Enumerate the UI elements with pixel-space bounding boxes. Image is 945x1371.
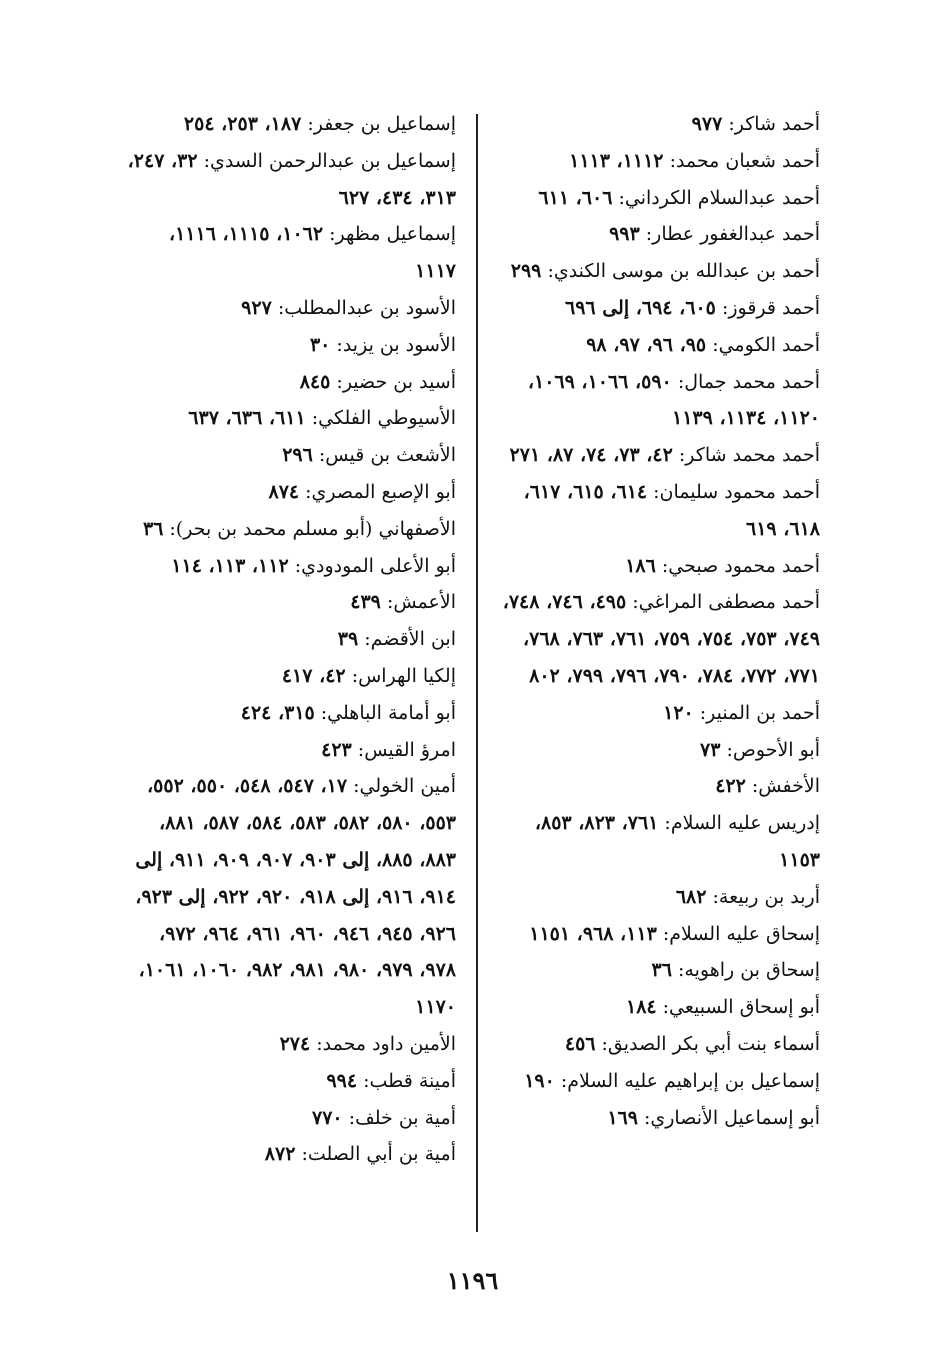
index-entry-pages: ٦٨٢ xyxy=(675,885,707,908)
index-entry xyxy=(124,1063,456,1100)
index-entry xyxy=(496,143,820,180)
index-entry xyxy=(496,290,820,327)
index-entry-pages: ١١٣، ٩٦٨، ١١٥١ xyxy=(529,922,657,945)
index-entry xyxy=(496,253,820,290)
index-entry-name: الأصفهاني (أبو مسلم محمد بن بحر): xyxy=(169,517,456,540)
index-entry-pages: ٤٥٦ xyxy=(564,1032,596,1055)
index-entry-name: أسيد بن حضير: xyxy=(336,370,456,393)
index-entry-name: الأسود بن عبدالمطلب: xyxy=(277,296,456,319)
index-column-right xyxy=(496,106,820,1136)
index-entry-pages: ٤٣٩ xyxy=(350,591,381,614)
index-entry-pages: ٨٧٤ xyxy=(268,480,300,503)
index-entry xyxy=(496,584,820,694)
index-entry-name: أحمد بن عبدالله بن موسى الكندي: xyxy=(547,260,820,283)
index-entry xyxy=(496,1100,820,1137)
index-entry xyxy=(124,437,456,474)
index-entry-pages: ١١١٢، ١١١٣ xyxy=(569,149,664,172)
index-entry xyxy=(124,1136,456,1173)
index-entry xyxy=(124,143,456,217)
index-entry-pages: ٢٩٩ xyxy=(510,260,542,283)
index-entry-pages: ١٢٠ xyxy=(663,701,694,724)
index-column-left xyxy=(124,106,456,1173)
index-entry xyxy=(496,732,820,769)
index-entry-pages: ٩٧٧ xyxy=(691,113,723,135)
index-entry xyxy=(496,364,820,438)
index-entry-name: الأعمش: xyxy=(386,591,456,614)
index-entry-name: أحمد شاكر: xyxy=(728,113,820,135)
index-entry-name: أحمد بن المنير: xyxy=(699,701,820,724)
index-entry-pages: ٨٧٢ xyxy=(264,1143,296,1166)
index-entry xyxy=(496,437,820,474)
index-entry-name: أبو إسحاق السبيعي: xyxy=(662,996,820,1019)
index-entry-pages: ٩٩٤ xyxy=(326,1069,358,1092)
index-entry xyxy=(496,548,820,585)
index-entry-name: إسماعيل مظهر: xyxy=(329,223,456,246)
index-entry xyxy=(124,364,456,401)
page-number: ١١٩٦ xyxy=(446,1266,499,1295)
index-entry-name: أحمد مصطفى المراغي: xyxy=(632,591,820,614)
index-entry xyxy=(496,952,820,989)
index-entry-pages: ١١٢، ١١٣، ١١٤ xyxy=(171,554,289,577)
index-entry-pages: ٧٦١، ٨٢٣، ٨٥٣، ١١٥٣ xyxy=(534,812,820,871)
index-entry xyxy=(496,768,820,805)
index-entry-pages: ٧٣ xyxy=(700,738,721,761)
index-entry-pages: ٣٦ xyxy=(651,959,672,982)
index-entry-name: الأخفش: xyxy=(751,775,820,798)
index-entry xyxy=(496,805,820,879)
index-entry xyxy=(124,695,456,732)
index-entry-pages: ٦٠٥، ٦٩٤، إلى ٦٩٦ xyxy=(564,296,716,319)
index-entry-name: أحمد محمد شاكر: xyxy=(678,444,820,467)
index-entry-name: أحمد الكومي: xyxy=(712,333,820,356)
index-entry xyxy=(496,327,820,364)
index-entry-name: أبو أمامة الباهلي: xyxy=(320,701,456,724)
index-entry-pages: ٣٦ xyxy=(142,517,164,540)
index-entry-name: أحمد قرقوز: xyxy=(721,296,820,319)
index-entry-name: أمين الخولي: xyxy=(353,775,456,798)
index-entry-pages: ٧٧٠ xyxy=(312,1106,343,1129)
index-entry xyxy=(496,916,820,953)
index-entry xyxy=(124,732,456,769)
index-entry-pages: ٣٢، ٢٤٧، ٣١٣، ٤٣٤، ٦٢٧ xyxy=(127,149,456,209)
index-entry-pages: ٩٢٧ xyxy=(241,296,272,319)
index-entry xyxy=(124,658,456,695)
index-entry-pages: ١٧، ٥٤٧، ٥٤٨، ٥٥٠، ٥٥٢، ٥٥٣، ٥٨٠، ٥٨٢، ٥٨٣، ٥٨٤، ٥٨٧، ٨٨١، ٨٨٣، ٨٨٥، إلى ٩٠٣، ٩٠٧، ٩٠٩، ٩١١، إلى ٩١٤، ٩١٦، إلى ٩١٨، ٩٢٠، ٩٢٢، إلى ٩٢٣، ٩٢٦، ٩٤٥، ٩٤٦، ٩٦٠، ٩٦١، ٩٦٤، ٩٧٢، ٩٧٨، ٩٧٩، ٩٨٠، ٩٨١، ٩٨٢، ١٠٦٠، ١٠٦١، ١١٧٠ xyxy=(135,775,456,1019)
index-entry-pages: ٢٩٦ xyxy=(282,444,313,467)
index-entry xyxy=(496,695,820,732)
index-entry-name: الأمين داود محمد: xyxy=(316,1032,456,1055)
index-entry-name: امرؤ القيس: xyxy=(357,738,456,761)
index-entry-name: أمينة قطب: xyxy=(363,1069,456,1092)
index-entry xyxy=(496,1026,820,1063)
index-entry-pages: ٩٩٣ xyxy=(609,223,640,246)
index-entry xyxy=(124,1026,456,1063)
index-entry xyxy=(124,290,456,327)
index-entry-pages: ٣٠ xyxy=(309,333,331,356)
index-entry-name: أحمد شعبان محمد: xyxy=(669,149,820,172)
index-entry-name: أمية بن أبي الصلت: xyxy=(301,1143,456,1166)
index-entry xyxy=(124,511,456,548)
index-entry-name: أمية بن خلف: xyxy=(348,1106,456,1129)
index-entry xyxy=(496,216,820,253)
index-entry-name: أربد بن ربيعة: xyxy=(712,885,820,908)
index-entry-name: أبو الأعلى المودودي: xyxy=(294,554,456,577)
index-entry-name: أحمد محمد جمال: xyxy=(677,370,820,393)
index-entry-pages: ٤٢٢ xyxy=(715,775,746,798)
index-entry-name: إسماعيل بن جعفر: xyxy=(307,113,456,135)
index-entry-pages: ٥٩٠، ١٠٦٦، ١٠٦٩، ١١٢٠، ١١٣٤، ١١٣٩ xyxy=(527,370,820,430)
index-entry-name: الأشعث بن قيس: xyxy=(318,444,456,467)
index-entry xyxy=(496,1063,820,1100)
index-entry xyxy=(496,989,820,1026)
index-entry xyxy=(496,180,820,217)
index-entry-pages: ٢٧٤ xyxy=(279,1032,311,1055)
index-entry-pages: ١٨٦ xyxy=(625,554,656,577)
index-entry xyxy=(496,879,820,916)
index-entry-name: أسماء بنت أبي بكر الصديق: xyxy=(601,1032,820,1055)
index-entry-name: أحمد محمود صبحي: xyxy=(661,554,820,577)
index-entry-pages: ٤٢، ٤١٧ xyxy=(281,664,346,687)
index-entry xyxy=(124,327,456,364)
index-entry-pages: ١٦٩ xyxy=(607,1106,638,1129)
index-entry-pages: ١٨٧، ٢٥٣، ٢٥٤ xyxy=(183,113,302,135)
index-entry-name: الأسود بن يزيد: xyxy=(336,333,456,356)
index-entry xyxy=(124,106,456,143)
index-entry-pages: ٦١٤، ٦١٥، ٦١٧، ٦١٨، ٦١٩ xyxy=(523,480,820,540)
index-entry xyxy=(124,621,456,658)
index-entry-pages: ١٩٠ xyxy=(524,1069,555,1092)
index-entry xyxy=(124,474,456,511)
index-entry-name: أحمد عبدالسلام الكرداني: xyxy=(618,186,820,209)
index-entry-pages: ٤٢، ٧٣، ٧٤، ٨٧، ٢٧١ xyxy=(509,444,673,467)
index-entry-name: إلكيا الهراس: xyxy=(351,664,456,687)
index-entry-name: إسحاق بن راهويه: xyxy=(678,959,820,982)
index-entry-pages: ٩٥، ٩٦، ٩٧، ٩٨ xyxy=(586,333,707,356)
index-entry-name: أحمد محمود سليمان: xyxy=(653,480,820,503)
index-entry-name: أبو الأحوص: xyxy=(726,738,820,761)
index-entry-name: الأسيوطي الفلكي: xyxy=(311,407,456,430)
index-entry-pages: ٤٩٥، ٧٤٦، ٧٤٨، ٧٤٩، ٧٥٣، ٧٥٤، ٧٥٩، ٧٦١، ٧٦٣، ٧٦٨، ٧٧١، ٧٧٢، ٧٨٤، ٧٩٠، ٧٩٦، ٧٩٩، ٨٠٢ xyxy=(502,591,820,687)
index-entry-name: إسحاق عليه السلام: xyxy=(662,922,820,945)
index-entry xyxy=(496,106,820,143)
index-entry-pages: ١٨٤ xyxy=(625,996,657,1019)
index-entry xyxy=(124,400,456,437)
index-entry-pages: ٤٢٣ xyxy=(321,738,352,761)
index-entry-name: إسماعيل بن إبراهيم عليه السلام: xyxy=(560,1069,820,1092)
index-entry-name: إدريس عليه السلام: xyxy=(664,812,820,835)
index-entry-name: ابن الأقضم: xyxy=(364,628,456,651)
index-entry xyxy=(124,768,456,1026)
index-entry-pages: ٦٠٦، ٦١١ xyxy=(538,186,613,209)
index-entry-pages: ٣٩ xyxy=(337,628,359,651)
index-entry xyxy=(496,474,820,548)
index-entry-name: إسماعيل بن عبدالرحمن السدي: xyxy=(203,149,456,172)
index-entry-name: أبو إسماعيل الأنصاري: xyxy=(643,1106,820,1129)
index-entry-name: أحمد عبدالغفور عطار: xyxy=(645,223,820,246)
index-entry xyxy=(124,584,456,621)
index-entry xyxy=(124,1100,456,1137)
index-entry-pages: ٣١٥، ٤٢٤ xyxy=(240,701,315,724)
index-entry xyxy=(124,216,456,290)
index-entry-pages: ٦١١، ٦٣٦، ٦٣٧ xyxy=(188,407,306,430)
column-divider xyxy=(476,114,478,1232)
index-entry-pages: ٨٤٥ xyxy=(299,370,331,393)
index-entry xyxy=(124,548,456,585)
index-entry-name: أبو الإصبع المصري: xyxy=(305,480,456,503)
index-entry-pages: ١٠٦٢، ١١١٥، ١١١٦، ١١١٧ xyxy=(168,223,456,283)
